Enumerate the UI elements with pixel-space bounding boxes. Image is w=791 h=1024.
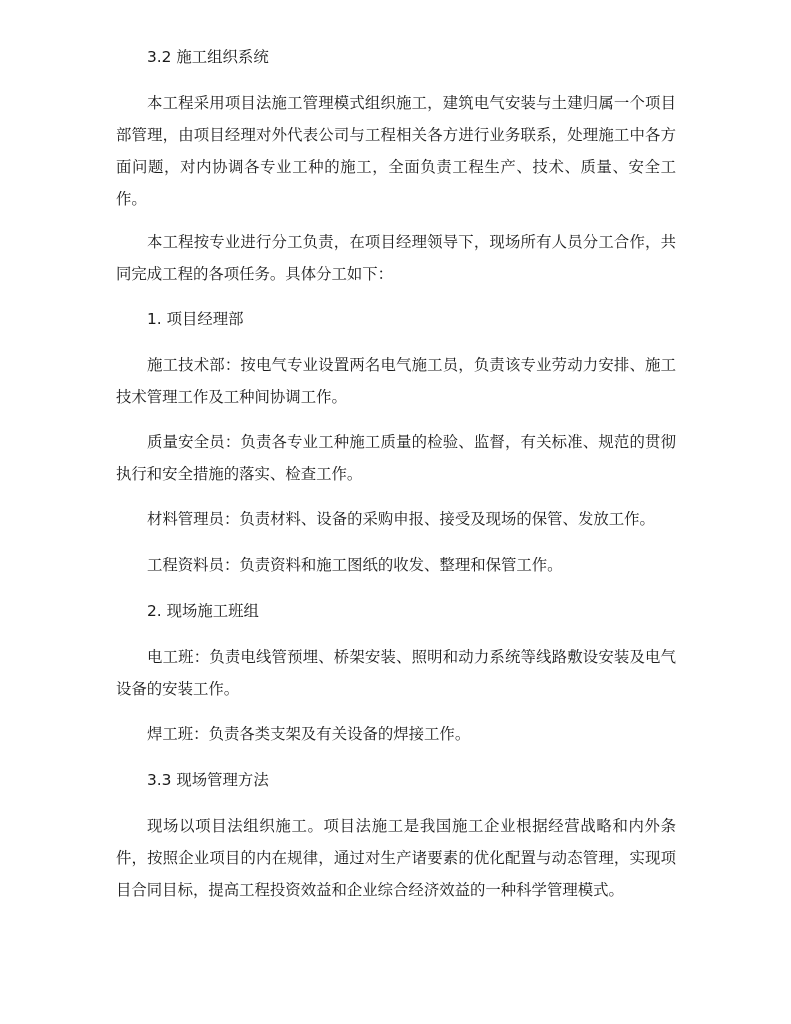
paragraph-line: 技术管理工作及工种间协调工作。 bbox=[116, 388, 347, 406]
paragraph-line: 部管理，由项目经理对外代表公司与工程相关各方进行业务联系，处理施工中各方 bbox=[116, 126, 676, 144]
paragraph-line: 本工程按专业进行分工负责，在项目经理领导下，现场所有人员分工合作，共 bbox=[147, 233, 676, 251]
paragraph-line: 现场以项目法组织施工。项目法施工是我国施工企业根据经营战略和内外条 bbox=[147, 817, 676, 835]
paragraph-line: 焊工班：负责各类支架及有关设备的焊接工作。 bbox=[147, 725, 471, 743]
paragraph-line: 目合同目标，提高工程投资效益和企业综合经济效益的一种科学管理模式。 bbox=[116, 881, 624, 899]
section-heading-3-2 bbox=[116, 41, 676, 73]
section-heading-3-3 bbox=[116, 764, 676, 796]
paragraph-line: 件，按照企业项目的内在规律，通过对生产诸要素的优化配置与动态管理，实现项 bbox=[116, 849, 676, 867]
paragraph-division bbox=[116, 226, 676, 290]
paragraph-line: 同完成工程的各项任务。具体分工如下： bbox=[116, 265, 394, 283]
heading-text: 3.2 施工组织系统 bbox=[147, 48, 269, 66]
paragraph-line: 施工技术部：按电气专业设置两名电气施工员，负责该专业劳动力安排、施工 bbox=[147, 356, 676, 374]
item-site-team-title bbox=[116, 595, 676, 627]
paragraph-tech-dept bbox=[116, 349, 676, 413]
paragraph-line: 电工班：负责电线管预埋、桥架安装、照明和动力系统等线路敷设安装及电气 bbox=[147, 648, 676, 666]
paragraph-electrician-team bbox=[116, 641, 676, 705]
paragraph-line: 执行和安全措施的落实、检查工作。 bbox=[116, 465, 363, 483]
paragraph-line: 质量安全员：负责各专业工种施工质量的检验、监督，有关标准、规范的贯彻 bbox=[147, 433, 676, 451]
paragraph-line: 面问题，对内协调各专业工种的施工，全面负责工程生产、技术、质量、安全工 bbox=[116, 158, 676, 176]
paragraph-line: 工程资料员：负责资料和施工图纸的收发、整理和保管工作。 bbox=[147, 556, 563, 574]
paragraph-line: 设备的安装工作。 bbox=[116, 680, 240, 698]
paragraph-material-manager bbox=[116, 503, 676, 535]
paragraph-line: 本工程采用项目法施工管理模式组织施工，建筑电气安装与土建归属一个项目 bbox=[147, 94, 676, 112]
paragraph-site-management bbox=[116, 810, 676, 906]
item-title-text: 2. 现场施工班组 bbox=[147, 602, 259, 620]
heading-text: 3.3 现场管理方法 bbox=[147, 771, 269, 789]
item-project-dept-title bbox=[116, 303, 676, 335]
paragraph-quality-safety bbox=[116, 426, 676, 490]
item-title-text: 1. 项目经理部 bbox=[147, 310, 244, 328]
paragraph-line: 材料管理员：负责材料、设备的采购申报、接受及现场的保管、发放工作。 bbox=[147, 510, 655, 528]
paragraph-overview bbox=[116, 87, 676, 215]
paragraph-line: 作。 bbox=[116, 190, 147, 208]
paragraph-welder-team bbox=[116, 718, 676, 750]
paragraph-document-clerk bbox=[116, 549, 676, 581]
